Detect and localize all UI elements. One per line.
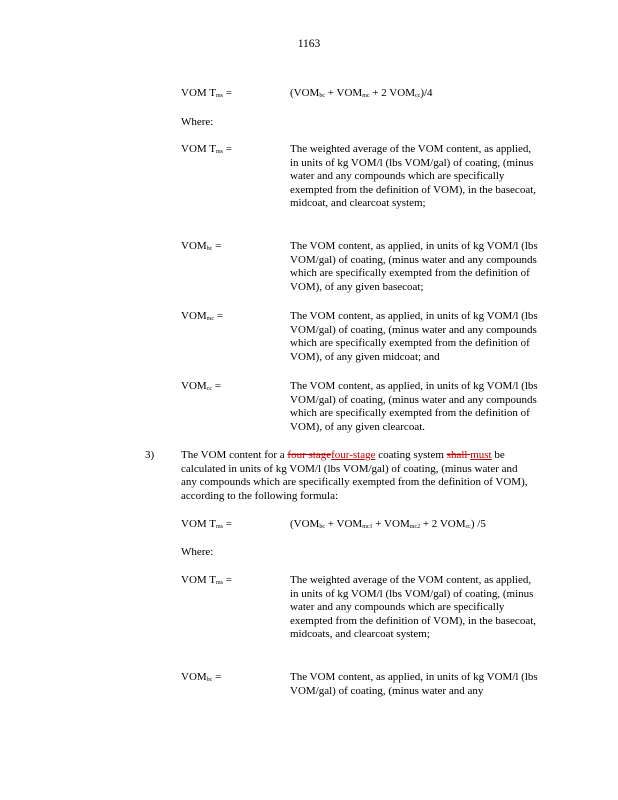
term-subscript: cc: [206, 386, 212, 392]
item-text-part: coating system: [375, 449, 447, 461]
formula-text: + VOM: [325, 518, 363, 530]
definition-term: [181, 143, 232, 157]
formula-lhs: [181, 518, 232, 532]
term-subscript: bc: [206, 246, 213, 252]
where-label: Where:: [181, 116, 214, 128]
definition-term: [181, 310, 223, 324]
definition-text: The weighted average of the VOM content, as applied, in units of kg VOM/l (lbs VOM/gal) of coating, (minus water and any compounds which are specifically exempted from the definition of VOM), in the basecoat, midcoat, and clearcoat system;: [290, 143, 537, 210]
formula-text: (VOM: [290, 87, 320, 99]
definition-text: The VOM content, as applied, in units of kg VOM/l (lbs VOM/gal) of coating, (minus water and any compounds which are specifically exempted from the definition of VOM), of any given basecoat;: [290, 240, 538, 293]
formula-lhs: [181, 87, 232, 101]
formula-rhs: [290, 87, 433, 101]
term-subscript: bc: [206, 677, 213, 683]
formula-subscript: cc: [414, 93, 421, 99]
term-text: VOM: [181, 240, 207, 252]
term-text: =: [212, 380, 221, 392]
formula-rhs: [290, 518, 486, 532]
item-text-part: be calculated in units of kg VOM/l (lbs VOM/gal) of coating, (minus water and any compounds which are specifically exempted from the definition of VOM), according to the following formula:: [181, 449, 528, 502]
definition-text: The VOM content, as applied, in units of kg VOM/l (lbs VOM/gal) of coating, (minus water and any compounds which are specifically exempted from the definition of VOM), of any given midcoat; and: [290, 310, 538, 363]
deleted-text: four stage: [287, 449, 332, 461]
term-text: =: [222, 518, 232, 530]
formula-subscript: bc: [319, 524, 326, 530]
formula-text: ) /5: [470, 518, 486, 530]
formula-text: + VOM: [372, 518, 410, 530]
term-text: VOM: [181, 310, 207, 322]
formula-subscript: cc: [465, 524, 471, 530]
term-text: =: [212, 240, 222, 252]
inserted-text: four-stage: [331, 449, 376, 461]
page-number: 1163: [297, 38, 321, 50]
formula-subscript: mc1: [362, 524, 373, 530]
term-text: =: [214, 310, 223, 322]
definition-term: [181, 380, 221, 394]
term-text: VOM: [181, 671, 207, 683]
definition-text: The VOM content, as applied, in units of kg VOM/l (lbs VOM/gal) of coating, (minus water and any: [290, 671, 538, 697]
term-subscript: mc: [206, 316, 215, 322]
formula-subscript: mc2: [409, 524, 421, 530]
term-text: VOM T: [181, 87, 216, 99]
formula-subscript: mc: [362, 93, 370, 99]
term-subscript: ms: [215, 93, 223, 99]
formula-text: + 2 VOM: [369, 87, 415, 99]
term-text: =: [212, 671, 222, 683]
formula-text: )/4: [420, 87, 433, 99]
term-text: =: [222, 143, 232, 155]
formula-text: (VOM: [290, 518, 320, 530]
deleted-text: shall: [446, 449, 471, 461]
definition-term: [181, 671, 221, 685]
where-label: Where:: [181, 546, 214, 558]
definition-term: [181, 240, 221, 254]
formula-text: + 2 VOM: [420, 518, 466, 530]
inserted-text: must: [470, 449, 492, 461]
term-subscript: ms: [215, 524, 223, 530]
term-subscript: ms: [215, 149, 223, 155]
item-paragraph: [181, 449, 533, 503]
term-text: VOM: [181, 380, 207, 392]
term-text: =: [222, 574, 232, 586]
item-number: 3): [145, 449, 155, 461]
term-text: =: [222, 87, 232, 99]
term-text: VOM T: [181, 574, 216, 586]
item-text-part: The VOM content for a: [181, 449, 288, 461]
definition-text: The weighted average of the VOM content, as applied, in units of kg VOM/l (lbs VOM/gal) of coating, (minus water and any compounds which are specifically exempted from the definition of VOM), in the basecoat, midcoats, and clearcoat system;: [290, 574, 537, 641]
definition-term: [181, 574, 232, 588]
term-subscript: ms: [215, 580, 223, 586]
formula-text: + VOM: [325, 87, 363, 99]
definition-text: The VOM content, as applied, in units of kg VOM/l (lbs VOM/gal) of coating, (minus water and any compounds which are specifically exempted from the definition of VOM), of any given clearcoat.: [290, 380, 538, 433]
formula-subscript: bc: [319, 93, 326, 99]
term-text: VOM T: [181, 143, 216, 155]
term-text: VOM T: [181, 518, 216, 530]
